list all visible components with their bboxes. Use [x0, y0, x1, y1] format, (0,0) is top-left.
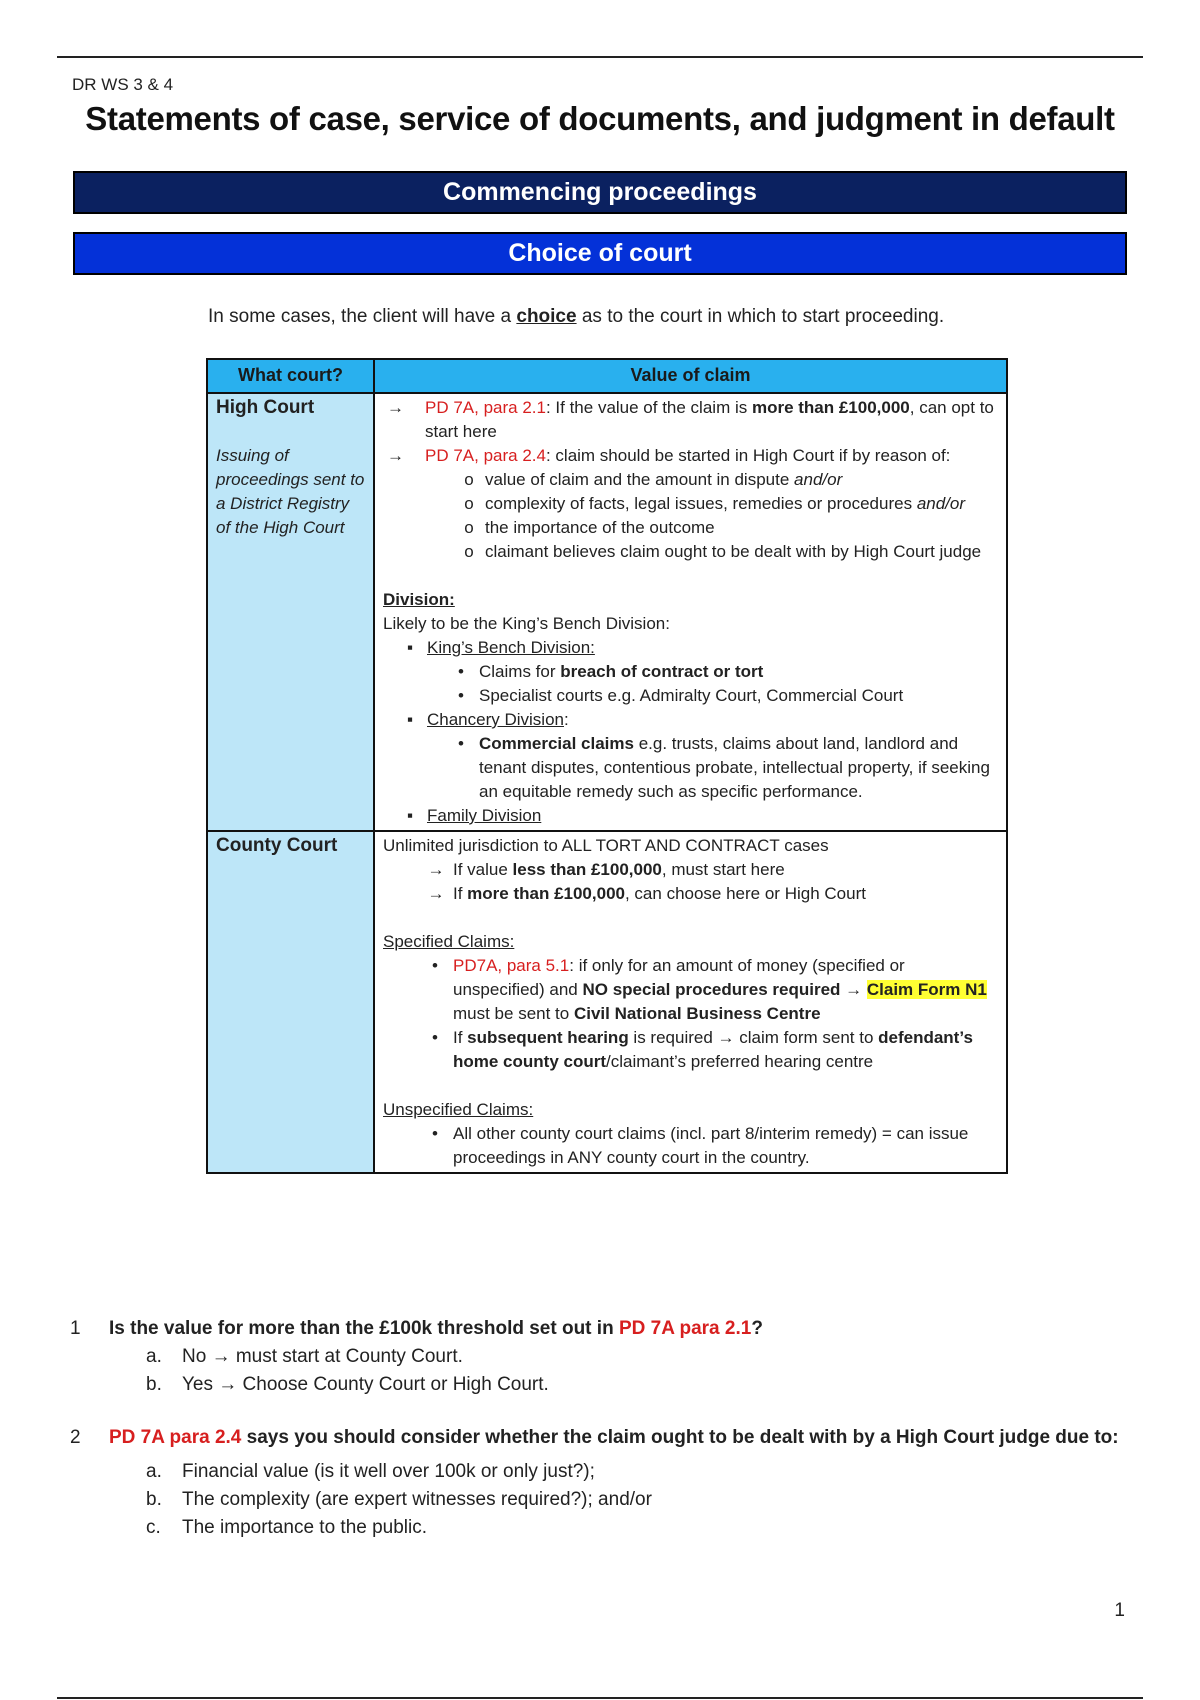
option-text: Yes → Choose County Court or High Court.	[182, 1374, 549, 1395]
item-text: If	[453, 884, 468, 903]
list-item	[146, 1514, 1159, 1542]
list-item	[383, 708, 998, 732]
county-court-name: County Court	[216, 835, 338, 856]
arrow-marker: →	[387, 398, 404, 417]
item-bold: breach of contract or tort	[560, 662, 764, 681]
county-court-detail	[374, 831, 1007, 1173]
item-text: complexity of facts, legal issues, remedies or procedures	[485, 494, 917, 513]
section-banner: Commencing proceedings	[73, 171, 1127, 214]
question-2	[70, 1424, 1159, 1542]
question-text	[109, 1315, 1159, 1343]
rule-reference: PD 7A para 2.4	[109, 1427, 242, 1448]
list-item	[383, 492, 998, 516]
high-court-cell	[207, 393, 374, 831]
intro-text: In some cases, the client will have a	[208, 306, 517, 327]
question-number: 1	[70, 1318, 81, 1339]
division-intro: Likely to be the King’s Bench Division:	[383, 614, 670, 633]
item-text: : claim should be started in High Court if by reason of:	[545, 446, 951, 465]
county-court-cell	[207, 831, 374, 1173]
square-bullet: ▪	[406, 806, 414, 825]
division-heading: Division:	[383, 590, 455, 609]
dot-bullet: •	[458, 686, 464, 705]
item-text: the importance of the outcome	[485, 518, 715, 537]
top-rule	[57, 56, 1143, 58]
item-text: →	[840, 980, 867, 999]
question-text-start: Is the value for more than the £100k threshold set out in	[109, 1318, 619, 1339]
list-item	[383, 540, 998, 564]
item-text: , must start here	[661, 860, 785, 879]
list-item	[146, 1343, 1159, 1371]
item-italic: and/or	[916, 494, 966, 513]
list-item	[146, 1486, 1159, 1514]
document-code: DR WS 3 & 4	[72, 75, 174, 94]
list-item	[383, 684, 998, 708]
item-text: If value	[453, 860, 513, 879]
question-text	[109, 1424, 1159, 1452]
page-title: Statements of case, service of documents, and judgment in default	[85, 100, 1115, 137]
item-bold: Civil National Business Centre	[573, 1004, 821, 1023]
option-text: No → must start at County Court.	[182, 1346, 463, 1367]
item-text: , can choose here or High Court	[624, 884, 866, 903]
rule-reference: PD 7A para 2.1	[618, 1318, 752, 1339]
chancery-label: Chancery Division	[427, 710, 564, 729]
item-text: /claimant’s preferred hearing centre	[606, 1052, 874, 1071]
court-table	[206, 358, 1008, 1174]
item-bold: subsequent hearing	[467, 1028, 629, 1047]
list-item	[383, 954, 998, 1026]
option-label: a.	[146, 1461, 162, 1482]
list-item	[383, 882, 998, 906]
intro-paragraph	[208, 306, 944, 328]
table-row-high-court	[207, 393, 1007, 831]
dot-bullet: •	[432, 1028, 438, 1047]
list-item	[383, 660, 998, 684]
list-item	[383, 444, 998, 468]
list-item	[383, 732, 998, 804]
circle-marker: o	[464, 494, 474, 513]
circle-marker: o	[464, 542, 474, 561]
option-label: c.	[146, 1517, 161, 1538]
option-text: The complexity (are expert witnesses required?); and/or	[182, 1489, 652, 1510]
rule-reference: PD 7A, para 2.1	[425, 398, 546, 417]
square-bullet: ▪	[406, 710, 414, 729]
arrow-marker: →	[427, 860, 445, 879]
rule-reference: PD 7A, para 2.4	[425, 446, 546, 465]
unspecified-claims-heading: Unspecified Claims:	[383, 1100, 534, 1119]
bottom-rule	[57, 1697, 1143, 1699]
list-item	[383, 636, 998, 660]
item-text: must be sent to	[453, 1004, 574, 1023]
header-value-of-claim: Value of claim	[374, 359, 1007, 393]
question-number: 2	[70, 1427, 81, 1448]
list-item	[383, 396, 998, 444]
item-bold: more than £100,000	[751, 398, 910, 417]
arrow-marker: →	[427, 884, 445, 903]
item-text: Claims for	[479, 662, 561, 681]
item-text: : If the value of the claim is	[545, 398, 752, 417]
list-item	[146, 1458, 1159, 1486]
claim-form-highlight: Claim Form N1	[866, 980, 987, 999]
item-text: e.g. trusts, claims about land, landlord and tenant disputes, contentious probate, intellectual property, if seeking an equitable remedy such as specific performance.	[479, 734, 990, 801]
circle-marker: o	[464, 518, 474, 537]
dot-bullet: •	[432, 1124, 438, 1143]
list-item	[383, 858, 998, 882]
option-label: a.	[146, 1346, 162, 1367]
list-item	[383, 516, 998, 540]
high-court-name: High Court	[216, 397, 315, 418]
arrow-marker: →	[387, 446, 404, 465]
item-text: :	[564, 710, 569, 729]
high-court-note: Issuing of proceedings sent to a District Registry of the High Court	[216, 446, 365, 537]
question-1	[70, 1315, 1159, 1399]
intro-text-end: as to the court in which to start proceeding.	[576, 306, 945, 327]
dot-bullet: •	[432, 956, 438, 975]
high-court-detail	[374, 393, 1007, 831]
list-item	[383, 468, 998, 492]
item-bold: NO special procedures required	[582, 980, 841, 999]
option-text: The importance to the public.	[182, 1517, 428, 1538]
rule-reference: PD7A, para 5.1	[453, 956, 570, 975]
option-label: b.	[146, 1489, 162, 1510]
item-bold: defendant’s home county court	[453, 1028, 973, 1071]
item-text: Specialist courts e.g. Admiralty Court, Commercial Court	[479, 686, 904, 705]
subsection-banner: Choice of court	[73, 232, 1127, 275]
circle-marker: o	[464, 470, 474, 489]
county-court-intro: Unlimited jurisdiction to ALL TORT AND CONTRACT cases	[383, 836, 829, 855]
table-row-county-court	[207, 831, 1007, 1173]
item-text: If	[453, 1028, 468, 1047]
option-label: b.	[146, 1374, 162, 1395]
square-bullet: ▪	[406, 638, 414, 657]
kings-bench-label: King’s Bench Division:	[427, 638, 595, 657]
item-text: All other county court claims (incl. part 8/interim remedy) = can issue proceedings in ANY county court in the country.	[453, 1124, 969, 1167]
list-item	[146, 1371, 1159, 1399]
page-number: 1	[1114, 1600, 1125, 1621]
dot-bullet: •	[458, 662, 464, 681]
specified-claims-heading: Specified Claims:	[383, 932, 515, 951]
item-bold: less than £100,000	[512, 860, 662, 879]
intro-emphasis: choice	[516, 306, 577, 327]
item-text: : if only for an amount of money (specified or unspecified) and	[453, 956, 905, 999]
list-item	[383, 1026, 998, 1074]
item-bold: Commercial claims	[479, 734, 634, 753]
item-text: , can opt to start here	[425, 398, 994, 441]
family-division-label: Family Division	[427, 806, 542, 825]
item-text: claimant believes claim ought to be dealt with by High Court judge	[485, 542, 982, 561]
item-italic: and/or	[794, 470, 843, 489]
item-bold: more than £100,000	[467, 884, 625, 903]
list-item	[383, 804, 998, 828]
question-text-end: ?	[751, 1318, 763, 1339]
question-text-end: says you should consider whether the claim ought to be dealt with by a High Court judge due to:	[241, 1427, 1119, 1448]
item-text: is required → claim form sent to	[628, 1028, 879, 1047]
dot-bullet: •	[458, 734, 464, 753]
header-what-court: What court?	[207, 359, 374, 393]
list-item	[383, 1122, 998, 1170]
item-text: value of claim and the amount in dispute	[485, 470, 795, 489]
option-text: Financial value (is it well over 100k or only just?);	[182, 1461, 595, 1482]
